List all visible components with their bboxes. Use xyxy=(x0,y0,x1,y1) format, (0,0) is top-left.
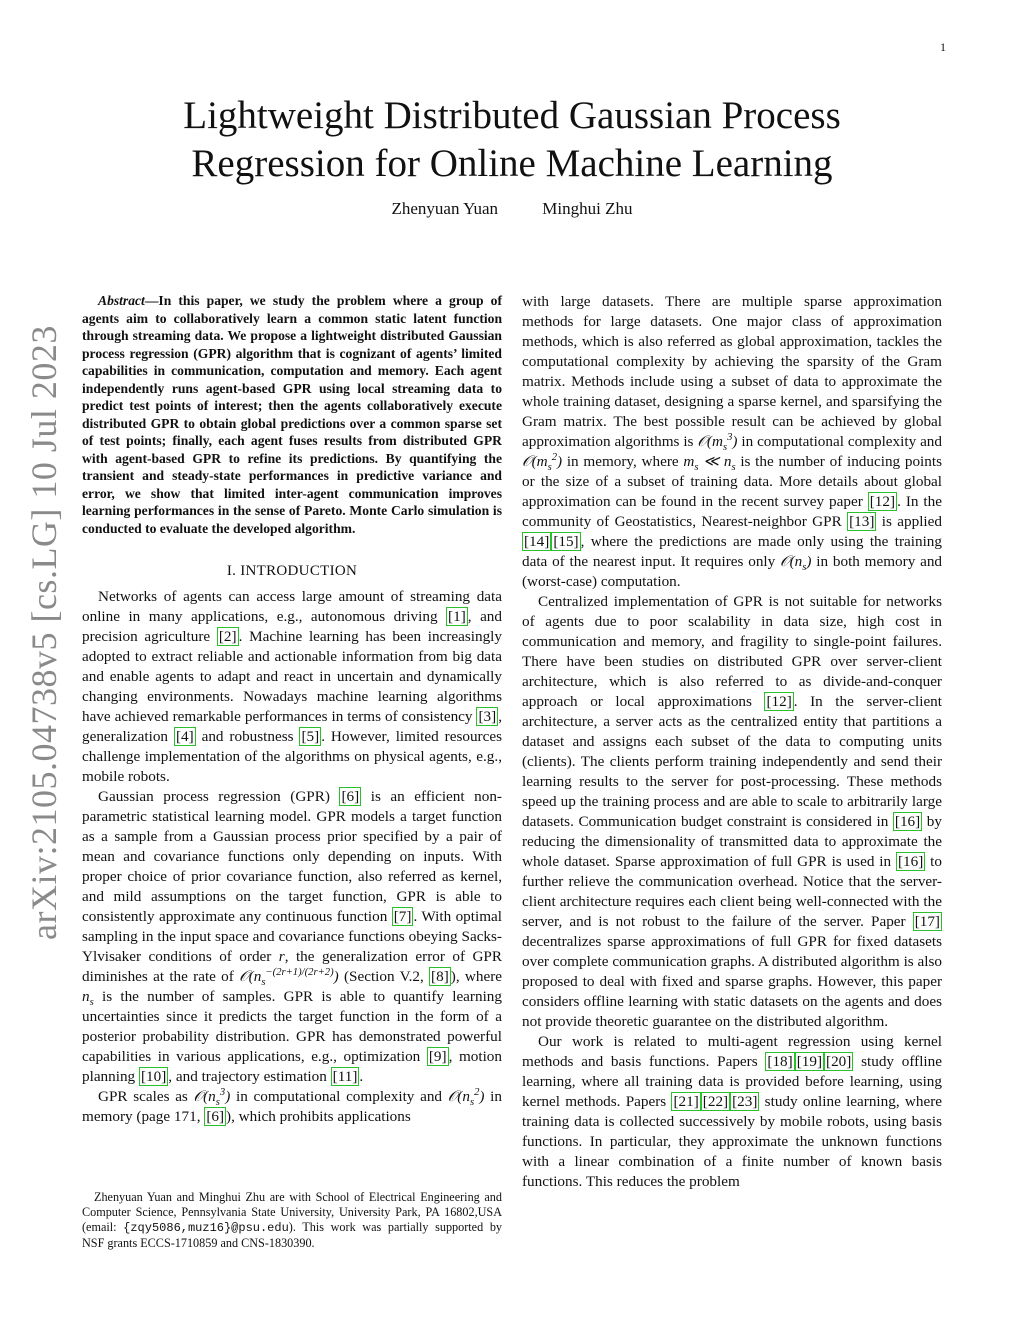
text-run: with large datasets. There are multiple sparse approximation methods for large datasets. One major class of approximation methods, which is also referred as global approximation, tackles the computational complexity by achieving the sparsity of the Gram matrix. Methods include using a subset of data to approximate the whole training dataset, designing a sparse kernel, and sparsifying the Gram matrix. The best possible result can be achieved by global approximation algorithms is xyxy=(522,293,942,450)
citation-link[interactable]: [5] xyxy=(301,728,320,745)
text-run: to further relieve the communication overhead. Notice that the server-client architecture requires each client being well-connected with the server, and is not robust to the failure of the server. Paper xyxy=(522,853,942,930)
math-subscript: s xyxy=(722,442,728,454)
math-subscript: s xyxy=(802,562,807,574)
text-run: , where the predictions are made only using the training data of the nearest input. It requires only xyxy=(522,533,942,570)
citation-link[interactable]: [8] xyxy=(431,968,449,985)
math-subscript: s xyxy=(261,977,266,989)
text-run: GPR scales as xyxy=(98,1088,194,1105)
intro-paragraph-1 xyxy=(82,587,502,787)
right-paragraph-2 xyxy=(522,592,942,1032)
citation-link[interactable]: [12] xyxy=(766,693,792,710)
math-part: n xyxy=(82,988,90,1005)
right-column xyxy=(522,292,942,1192)
text-run: (Section V.2, xyxy=(338,968,430,985)
math-subscript: s xyxy=(215,1097,220,1109)
text-run: . With optimal sampling in the input space and covariance functions obeying Sacks-Ylvisaker conditions of order xyxy=(82,908,502,965)
citation-link[interactable]: [21] xyxy=(673,1093,699,1110)
math-part: ) xyxy=(732,433,738,450)
math-part: 𝒪(n xyxy=(193,1088,216,1105)
citation-link[interactable]: [14] xyxy=(524,533,550,550)
citation-link[interactable]: [13] xyxy=(849,513,875,530)
math-part: 𝒪(n xyxy=(447,1088,470,1105)
math-part: ≪ n xyxy=(698,453,732,470)
math-inline: r xyxy=(278,948,285,965)
title-line-1: Lightweight Distributed Gaussian Process xyxy=(183,94,841,137)
citation-link[interactable]: [16] xyxy=(897,853,924,870)
text-run: ), where xyxy=(450,968,502,985)
math-inline xyxy=(239,966,339,989)
citation-link[interactable]: [22] xyxy=(702,1093,729,1110)
math-part: ) xyxy=(333,968,339,985)
math-part: m xyxy=(683,453,695,470)
math-inline xyxy=(522,451,563,474)
text-run: is the number of samples. GPR is able to quantify learning uncertainties since it predicts the target function in the form of a posterior probability distribution. GPR has demonstrated powerful capabilities in various applications, e.g., optimization xyxy=(82,988,502,1065)
math-part: ) xyxy=(557,453,563,470)
math-inline xyxy=(82,988,94,1009)
email-address[interactable]: {zqy5086,muz16}@psu.edu xyxy=(123,1221,289,1235)
citation-link[interactable]: [6] xyxy=(206,1108,225,1125)
arxiv-identifier[interactable]: arXiv:2105.04738v5 [cs.LG] 10 Jul 2023 xyxy=(24,325,64,940)
citation-link[interactable]: [20] xyxy=(826,1053,852,1070)
math-part: ) xyxy=(479,1088,485,1105)
abstract-label: Abstract xyxy=(98,293,145,308)
citation-link[interactable]: [17] xyxy=(914,913,940,930)
math-part: ) xyxy=(225,1088,231,1105)
text-run: in memory, where xyxy=(562,453,684,470)
text-run: ), which prohibits applications xyxy=(226,1108,411,1125)
paper-title xyxy=(0,92,1024,188)
section-heading-introduction: I. INTRODUCTION xyxy=(226,563,358,579)
citation-link[interactable]: [11] xyxy=(332,1068,358,1085)
math-part: 𝒪(n xyxy=(239,968,262,985)
author-list xyxy=(0,199,1024,219)
text-run: Our work is related to multi-agent regression using kernel methods and basis functions. Papers xyxy=(522,1033,942,1070)
text-run: in computational complexity and xyxy=(230,1088,448,1105)
math-subscript: s xyxy=(694,462,699,474)
citation-link[interactable]: [15] xyxy=(553,533,579,550)
math-inline xyxy=(780,553,812,574)
left-column xyxy=(82,292,502,1127)
text-run: is an efficient non-parametric statistical learning model. GPR models a target function as a sample from a Gaussian process prior specified by a pair of mean and covariance functions only depending on inputs. With proper choice of prior covariance function, also referred as kernel, and mild assumptions on the target function, GPR is able to consistently approximate any continuous function xyxy=(82,788,502,925)
math-subscript: s xyxy=(547,462,552,474)
text-run: in computational complexity and xyxy=(737,433,942,450)
right-paragraph-3 xyxy=(522,1032,942,1192)
citation-link[interactable]: [4] xyxy=(175,728,194,745)
text-run: in both memory and (worst-case) computation. xyxy=(522,553,943,590)
math-superscript: 2 xyxy=(474,1086,480,1098)
text-run: is applied xyxy=(876,513,942,530)
footnote-affiliation xyxy=(82,1190,502,1251)
text-run: Networks of agents can access large amount of streaming data online in many applications, e.g., autonomous driving xyxy=(82,588,502,625)
text-run: decentralizes sparse approximations of full GPR for fixed datasets over complete communication graphs. A distributed algorithm is also proposed to deal with fixed and sparse graphs. However, this paper considers offline learning with static datasets on the agents and does not provide theoretic guarantee on the distributed algorithm. xyxy=(522,933,942,1030)
text-run: is the number of inducing points or the size of a subset of training data. More details about global approximation can be found in the recent survey paper xyxy=(522,453,942,510)
text-run: study offline learning, where all training data is provided before learning, using kernel methods. Papers xyxy=(522,1053,942,1110)
citation-link[interactable]: [16] xyxy=(894,813,921,830)
footnote-text xyxy=(82,1190,502,1251)
math-subscript: s xyxy=(731,462,736,474)
math-superscript: 2 xyxy=(551,451,558,463)
title-line-2: Regression for Online Machine Learning xyxy=(191,142,833,185)
author-name: Zhenyuan Yuan xyxy=(391,199,499,218)
math-part: 𝒪(m xyxy=(697,433,723,450)
citation-link[interactable]: [10] xyxy=(140,1068,167,1085)
math-inline xyxy=(697,431,738,454)
text-run: and robustness xyxy=(195,728,300,745)
citation-link[interactable]: [12] xyxy=(869,493,896,510)
intro-paragraph-3 xyxy=(82,1087,502,1127)
text-run: . xyxy=(359,1068,364,1085)
abstract-text: —In this paper, we study the problem where a group of agents aim to collaboratively learn a common static latent function through streaming data. We propose a lightweight distributed Gaussian process regression (GPR) algorithm that is cognizant of agents’ limited capabilities in communication, computation and memory. Each agent independently runs agent-based GPR using local streaming data to predict test points of interest; then the agents collaboratively execute distributed GPR to obtain global predictions over a common sparse set of test points; finally, each agent fuses results from distributed GPR with agent-based GPR to refine its predictions. By quantifying the transient and steady-state performances in predictive variance and error, we show that limited inter-agent communication improves learning performances in the sense of Pareto. Monte Carlo simulation is conducted to evaluate the developed algorithm. xyxy=(82,293,502,536)
citation-link[interactable]: [7] xyxy=(393,908,412,925)
citation-link[interactable]: [19] xyxy=(796,1053,823,1070)
text-run: study online learning, where training data is collected successively by mobile robots, using basis functions. In particular, they approximate the unknown functions with a linear combination of a finite number of known basis functions. This reduces the problem xyxy=(522,1093,942,1190)
abstract xyxy=(82,292,502,537)
citation-link[interactable]: [3] xyxy=(478,708,497,725)
citation-link[interactable]: [1] xyxy=(448,608,466,625)
citation-link[interactable]: [9] xyxy=(428,1048,447,1065)
citation-link[interactable]: [6] xyxy=(341,788,360,805)
text-run: , and precision agriculture xyxy=(82,608,502,645)
text-run: . Machine learning has been increasingly adopted to extract reliable and actionable information from big data and enable agents to adapt and react in uncertain and dynamically changing environments. Nowadays machine learning algorithms have achieved remarkable performances in terms of consistency xyxy=(82,628,502,725)
text-run: Centralized implementation of GPR is not suitable for networks of agents due to poor scalability in data size, high cost in communication and memory, and fragility to single-point failures. There have been studies on distributed GPR over server-client architecture, which is also referred to as divide-and-conquer approach or local approximations xyxy=(522,593,942,710)
math-inline xyxy=(193,1086,231,1109)
math-inline xyxy=(683,453,736,474)
text-run: Gaussian process regression (GPR) xyxy=(98,788,340,805)
math-superscript: 3 xyxy=(219,1086,226,1098)
text-run: . In the community of Geostatistics, Nearest-neighbor GPR xyxy=(522,493,942,530)
math-subscript: s xyxy=(469,1097,475,1109)
text-run: in memory (page 171, xyxy=(82,1088,502,1125)
math-superscript: −(2r+1)/(2r+2) xyxy=(265,966,334,978)
text-run: . However, limited resources challenge implementation of the algorithms on physical agents, e.g., mobile robots. xyxy=(82,728,502,785)
page-number: 1 xyxy=(940,40,946,54)
citation-link[interactable]: [23] xyxy=(732,1093,758,1110)
math-part: ) xyxy=(806,553,812,570)
text-run: . In the server-client architecture, a server acts as the centralized entity that partitions a dataset and assigns each subset of the data to computing units (clients). The clients perform training independently and send their learning results to the server for post-processing. These methods speed up the training process and are able to scale to arbitrarily large datasets. Communication budget constraint is considered in xyxy=(522,693,942,830)
text-run: , motion planning xyxy=(82,1048,502,1085)
right-paragraph-1 xyxy=(522,292,942,592)
text-run: by reducing the dimensionality of transmitted data to approximate the whole dataset. Sparse approximation of full GPR is used in xyxy=(522,813,942,870)
author-name: Minghui Zhu xyxy=(542,199,633,218)
math-part: 𝒪(n xyxy=(780,553,803,570)
text-run: , and trajectory estimation xyxy=(168,1068,331,1085)
math-subscript: s xyxy=(89,997,94,1009)
math-superscript: 3 xyxy=(727,431,733,443)
citation-link[interactable]: [18] xyxy=(767,1053,793,1070)
text-run: ). This work was partially supported by NSF grants ECCS-1710859 and CNS-1830390. xyxy=(82,1220,503,1250)
text-run: , generalization xyxy=(82,708,502,745)
intro-paragraph-2 xyxy=(82,787,502,1087)
text-run: Zhenyuan Yuan and Minghui Zhu are with School of Electrical Engineering and Computer Science, Pennsylvania State University, University Park, PA 16802,USA (email: xyxy=(82,1190,502,1234)
math-part: 𝒪(m xyxy=(522,453,548,470)
citation-link[interactable]: [2] xyxy=(218,628,237,645)
text-run: , the generalization error of GPR diminishes at the rate of xyxy=(82,948,502,985)
math-inline xyxy=(447,1086,485,1109)
